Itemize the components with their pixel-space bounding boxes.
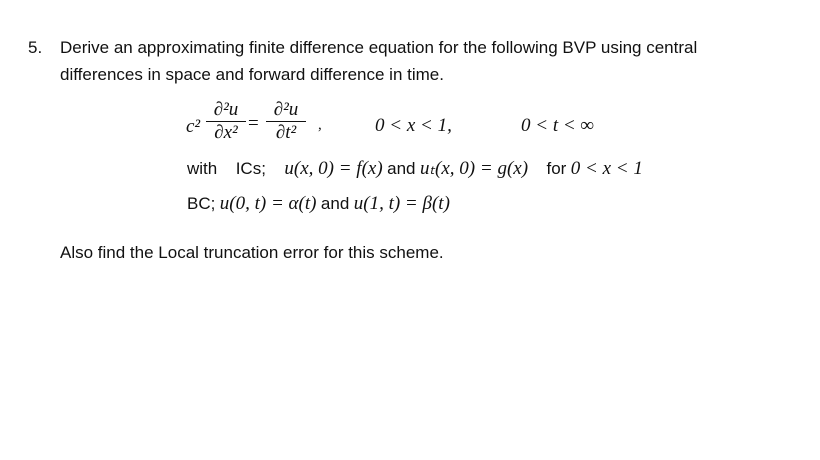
t-domain: 0 < t < ∞ <box>521 115 594 136</box>
lhs-numerator: ∂²u <box>213 99 239 120</box>
initial-conditions-line <box>187 157 643 180</box>
boundary-conditions-line <box>187 193 450 215</box>
ic-for-word: for <box>546 159 567 178</box>
lhs-denominator: ∂x² <box>214 122 238 143</box>
pde-coefficient: c² <box>186 116 201 137</box>
rhs-fraction <box>266 100 306 143</box>
lhs-fraction <box>206 100 246 143</box>
followup-question: Also find the Local truncation error for this scheme. <box>60 243 444 262</box>
bc-condition-1: u(0, t) = α(t) <box>219 193 317 214</box>
question-text-line1: Derive an approximating finite difference equation for the following BVP using central <box>60 38 698 57</box>
ic-condition-2: uₜ(x, 0) = g(x) <box>419 158 529 179</box>
ic-and-word: and <box>387 159 416 178</box>
question-text-line2: differences in space and forward difference in time. <box>60 65 444 84</box>
pde-separator: , <box>318 117 322 133</box>
rhs-denominator: ∂t² <box>275 122 297 143</box>
ic-with-label: with <box>187 159 218 178</box>
ic-condition-1: u(x, 0) = f(x) <box>284 158 383 179</box>
bc-and-word: and <box>320 194 350 213</box>
x-domain: 0 < x < 1, <box>375 115 452 136</box>
ic-domain: 0 < x < 1 <box>570 158 643 179</box>
pde-equals-sign: = <box>248 113 259 134</box>
rhs-numerator: ∂²u <box>273 99 299 120</box>
question-number: 5. <box>28 38 43 57</box>
bc-condition-2: u(1, t) = β(t) <box>353 193 450 214</box>
ic-label: ICs; <box>235 159 266 178</box>
bc-label: BC; <box>187 194 216 213</box>
